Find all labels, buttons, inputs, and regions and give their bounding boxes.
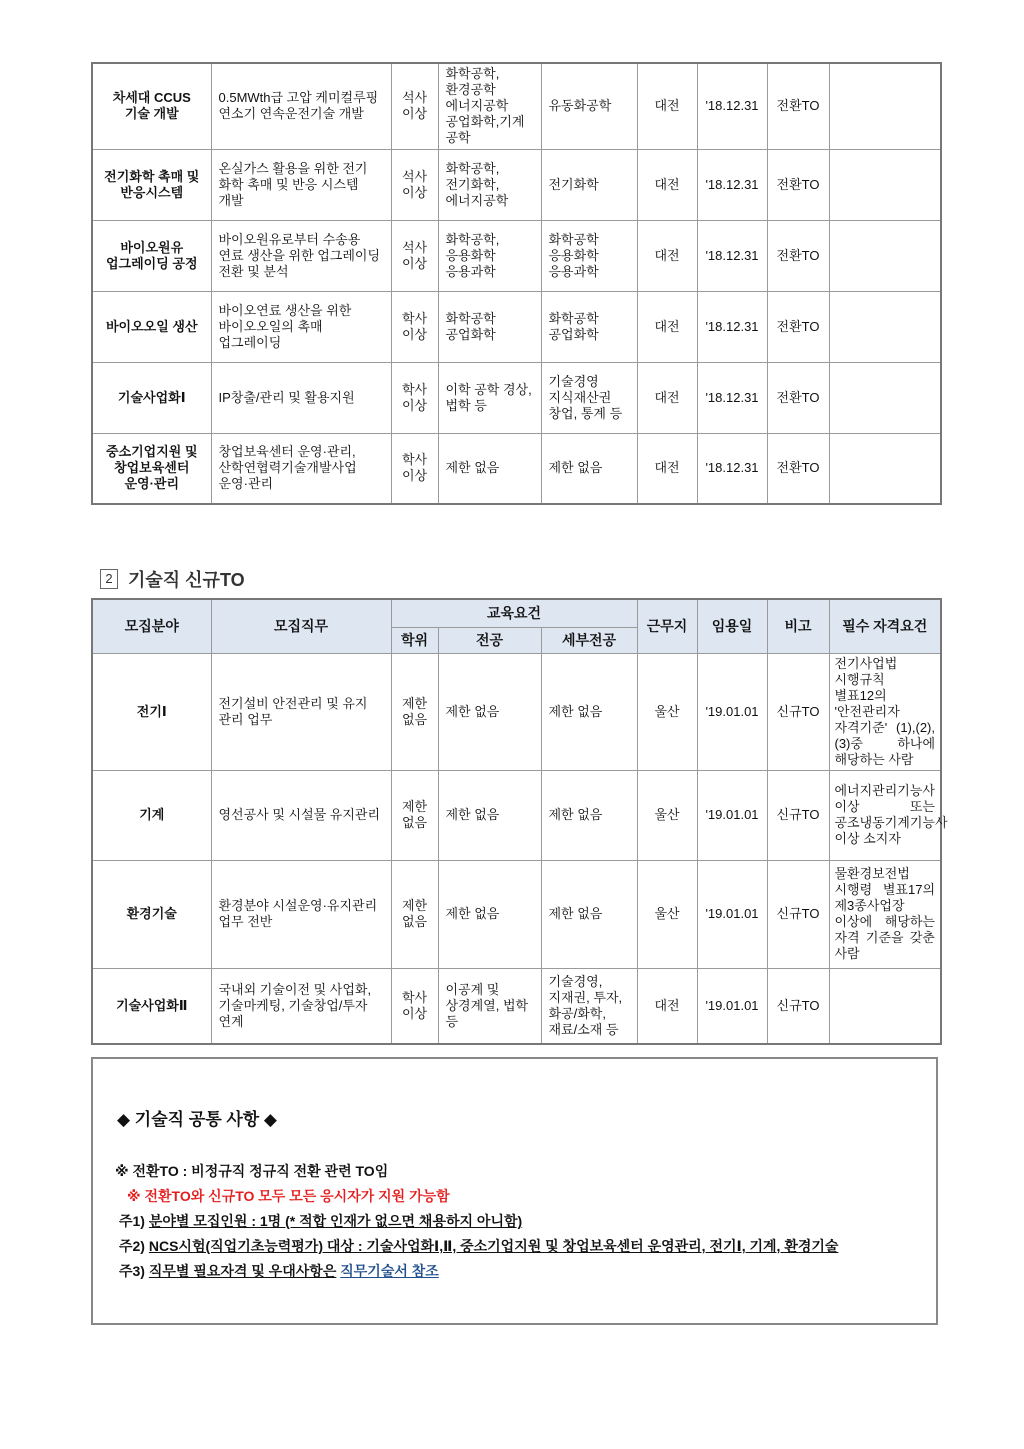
- cell-major: 이학 공학 경상, 법학 등: [438, 362, 541, 433]
- section-number: 2: [100, 569, 118, 589]
- cell-requirement: [829, 968, 941, 1044]
- cell-duty: 환경분야 시설운영·유지관리 업무 전반: [211, 860, 391, 968]
- cell-duty: 영선공사 및 시설물 유지관리: [211, 770, 391, 860]
- cell-date: '19.01.01: [697, 770, 767, 860]
- notice-line-4: [119, 1236, 838, 1256]
- cell-date: '19.01.01: [697, 860, 767, 968]
- note-3-text: 직무별 필요자격 및 우대사항은: [148, 1263, 337, 1279]
- header-sub: 세부전공: [541, 627, 637, 653]
- cell-location: 울산: [637, 860, 697, 968]
- cell-location: 대전: [637, 291, 697, 362]
- cell-requirement: 전기사업법 시행규칙 별표12의 '안전관리자 자격기준' (1),(2),(3)중 하나에 해당하는 사람: [829, 653, 941, 770]
- cell-location: 대전: [637, 220, 697, 291]
- cell-location: 대전: [637, 362, 697, 433]
- cell-note: 전환TO: [767, 149, 829, 220]
- cell-note: 전환TO: [767, 63, 829, 149]
- cell-date: '18.12.31: [697, 362, 767, 433]
- cell-degree: 석사 이상: [391, 220, 438, 291]
- header-duty: 모집직무: [211, 599, 391, 653]
- header-edu: 교육요건: [391, 599, 637, 627]
- table-row: [92, 220, 941, 291]
- cell-location: 대전: [637, 63, 697, 149]
- cell-requirement: 물환경보전법 시행령 별표17의 제3종사업장 이상에 해당하는 자격 기준을 갖춘 사람: [829, 860, 941, 968]
- cell-duty: 전기설비 안전관리 및 유지 관리 업무: [211, 653, 391, 770]
- common-notice-box: [91, 1057, 938, 1325]
- cell-location: 대전: [637, 968, 697, 1044]
- cell-degree: 석사 이상: [391, 63, 438, 149]
- header-note: 비고: [767, 599, 829, 653]
- table-row: [92, 362, 941, 433]
- header-field: 모집분야: [92, 599, 211, 653]
- cell-date: '18.12.31: [697, 149, 767, 220]
- cell-duty: 바이오원유로부터 수송용 연료 생산을 위한 업그레이딩 전환 및 분석: [211, 220, 391, 291]
- cell-requirement: [829, 433, 941, 504]
- cell-sub-major: 제한 없음: [541, 433, 637, 504]
- cell-requirement: [829, 291, 941, 362]
- note-1-prefix: 주1): [119, 1213, 145, 1229]
- note-2-prefix: 주2): [119, 1238, 145, 1254]
- cell-date: '19.01.01: [697, 968, 767, 1044]
- cell-note: 전환TO: [767, 291, 829, 362]
- cell-date: '18.12.31: [697, 220, 767, 291]
- cell-requirement: [829, 149, 941, 220]
- cell-location: 울산: [637, 770, 697, 860]
- cell-sub-major: 화학공학 공업화학: [541, 291, 637, 362]
- cell-field: 기계: [92, 770, 211, 860]
- cell-degree: 제한 없음: [391, 653, 438, 770]
- cell-sub-major: 유동화공학: [541, 63, 637, 149]
- cell-location: 대전: [637, 149, 697, 220]
- header-degree: 학위: [391, 627, 438, 653]
- header-loc: 근무지: [637, 599, 697, 653]
- cell-duty: IP창출/관리 및 활용지원: [211, 362, 391, 433]
- notice-line-5: [119, 1261, 439, 1281]
- cell-requirement: [829, 220, 941, 291]
- cell-location: 울산: [637, 653, 697, 770]
- header-req: 필수 자격요건: [829, 599, 941, 653]
- cell-duty: 창업보육센터 운영·관리, 산학연협력기술개발사업 운영·관리: [211, 433, 391, 504]
- cell-sub-major: 제한 없음: [541, 653, 637, 770]
- cell-duty: 0.5MWth급 고압 케미컬루핑 연소기 연속운전기술 개발: [211, 63, 391, 149]
- cell-requirement: [829, 63, 941, 149]
- table-row: [92, 653, 941, 770]
- cell-note: 전환TO: [767, 433, 829, 504]
- cell-degree: 학사 이상: [391, 291, 438, 362]
- cell-field: 차세대 CCUS 기술 개발: [92, 63, 211, 149]
- table-row: [92, 770, 941, 860]
- section-title: [100, 566, 245, 592]
- notice-line-3: [119, 1211, 522, 1231]
- table-row: [92, 968, 941, 1044]
- table-row: [92, 149, 941, 220]
- cell-degree: 제한 없음: [391, 860, 438, 968]
- cell-duty: 바이오연료 생산을 위한 바이오오일의 촉매 업그레이딩: [211, 291, 391, 362]
- cell-degree: 석사 이상: [391, 149, 438, 220]
- cell-requirement: 에너지관리기능사 이상 또는 공조냉동기계기능사 이상 소지자: [829, 770, 941, 860]
- notice-title: ◆ 기술직 공통 사항 ◆: [117, 1110, 277, 1129]
- note-3-prefix: 주3): [119, 1263, 145, 1279]
- cell-field: 전기Ⅰ: [92, 653, 211, 770]
- cell-sub-major: 제한 없음: [541, 770, 637, 860]
- header-major: 전공: [438, 627, 541, 653]
- cell-major: 화학공학, 전기화학, 에너지공학: [438, 149, 541, 220]
- job-description-link[interactable]: 직무기술서 참조: [340, 1263, 439, 1279]
- cell-major: 제한 없음: [438, 770, 541, 860]
- cell-degree: 학사 이상: [391, 433, 438, 504]
- cell-duty: 온실가스 활용을 위한 전기 화학 촉매 및 반응 시스템 개발: [211, 149, 391, 220]
- cell-sub-major: 기술경영, 지재권, 투자, 화공/화학, 재료/소재 등: [541, 968, 637, 1044]
- new-to-table: [91, 598, 948, 1045]
- cell-sub-major: 전기화학: [541, 149, 637, 220]
- cell-sub-major: 기술경영 지식재산권 창업, 통계 등: [541, 362, 637, 433]
- cell-degree: 학사 이상: [391, 362, 438, 433]
- cell-field: 중소기업지원 및 창업보육센터 운영·관리: [92, 433, 211, 504]
- cell-major: 화학공학, 환경공학 에너지공학 공업화학,기계 공학: [438, 63, 541, 149]
- note-1-text: 분야별 모집인원 : 1명 (* 적합 인재가 없으면 채용하지 아니함): [148, 1213, 523, 1229]
- cell-major: 제한 없음: [438, 433, 541, 504]
- cell-major: 화학공학, 응용화학 응용과학: [438, 220, 541, 291]
- table-row: [92, 433, 941, 504]
- cell-date: '18.12.31: [697, 433, 767, 504]
- cell-requirement: [829, 362, 941, 433]
- cell-field: 기술사업화Ⅰ: [92, 362, 211, 433]
- cell-major: 제한 없음: [438, 860, 541, 968]
- cell-date: '19.01.01: [697, 653, 767, 770]
- cell-date: '18.12.31: [697, 63, 767, 149]
- cell-sub-major: 제한 없음: [541, 860, 637, 968]
- conversion-to-table: [91, 62, 942, 505]
- cell-field: 환경기술: [92, 860, 211, 968]
- cell-note: 전환TO: [767, 220, 829, 291]
- cell-location: 대전: [637, 433, 697, 504]
- cell-major: 이공계 및 상경계열, 법학 등: [438, 968, 541, 1044]
- cell-note: 신규TO: [767, 860, 829, 968]
- table-row: [92, 63, 941, 149]
- notice-line-2: ※ 전환TO와 신규TO 모두 모든 응시자가 지원 가능함: [127, 1188, 450, 1204]
- cell-field: 기술사업화Ⅱ: [92, 968, 211, 1044]
- section-title-text: 기술직 신규TO: [128, 570, 245, 590]
- cell-field: 바이오원유 업그레이딩 공정: [92, 220, 211, 291]
- cell-field: 전기화학 촉매 및 반응시스템: [92, 149, 211, 220]
- table-row: [92, 291, 941, 362]
- cell-note: 신규TO: [767, 653, 829, 770]
- table-row: [92, 860, 941, 968]
- cell-note: 신규TO: [767, 770, 829, 860]
- cell-degree: 학사 이상: [391, 968, 438, 1044]
- cell-major: 제한 없음: [438, 653, 541, 770]
- cell-field: 바이오오일 생산: [92, 291, 211, 362]
- cell-note: 전환TO: [767, 362, 829, 433]
- header-date: 임용일: [697, 599, 767, 653]
- cell-date: '18.12.31: [697, 291, 767, 362]
- cell-duty: 국내외 기술이전 및 사업화, 기술마케팅, 기술창업/투자 연계: [211, 968, 391, 1044]
- cell-note: 신규TO: [767, 968, 829, 1044]
- notice-line-1: ※ 전환TO : 비정규직 정규직 전환 관련 TO임: [115, 1163, 389, 1179]
- cell-degree: 제한 없음: [391, 770, 438, 860]
- cell-sub-major: 화학공학 응용화학 응용과학: [541, 220, 637, 291]
- note-2-text: NCS시험(직업기초능력평가) 대상 : 기술사업화Ⅰ,Ⅱ, 중소기업지원 및 창업보육센터 운영관리, 전기Ⅰ, 기계, 환경기술: [148, 1238, 839, 1254]
- cell-major: 화학공학 공업화학: [438, 291, 541, 362]
